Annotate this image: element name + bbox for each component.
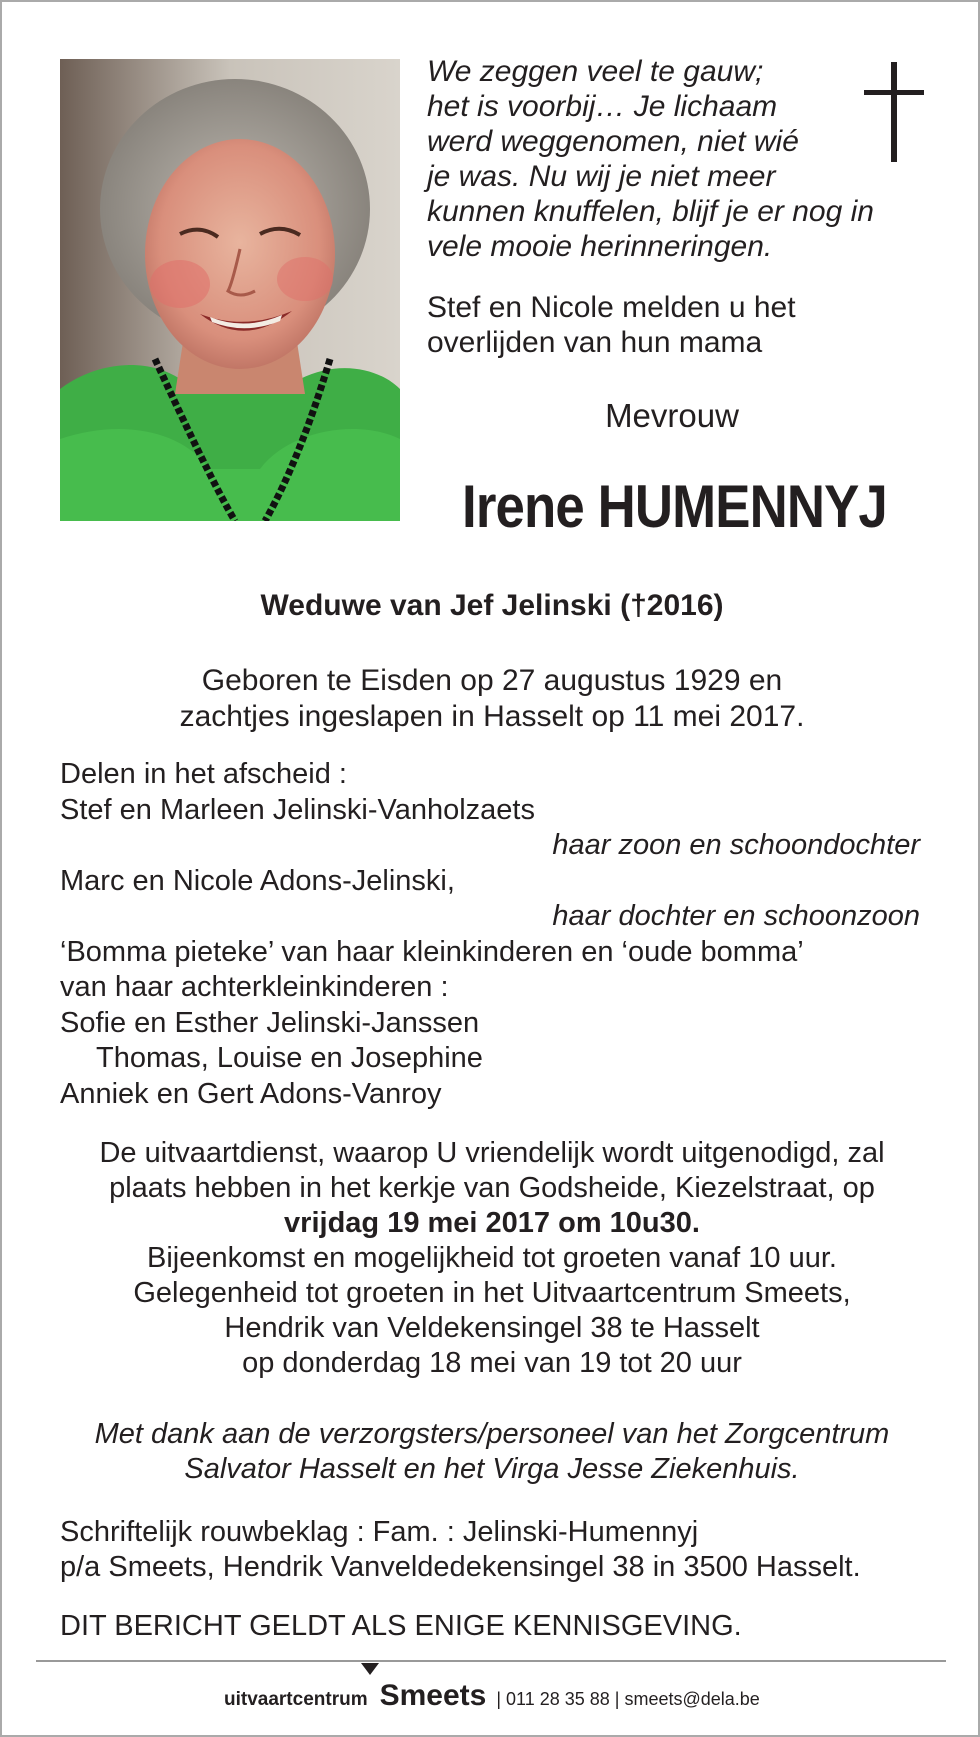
poem-line: We zeggen veel te gauw;: [427, 55, 764, 88]
service-date: vrijdag 19 mei 2017 om 10u30.: [284, 1207, 700, 1239]
footer-prefix: uitvaartcentrum: [224, 1689, 368, 1710]
great-grandchildren-line: van haar achterkleinkinderen :: [60, 971, 449, 1003]
footer: [224, 1679, 760, 1719]
family-daughter: Marc en Nicole Adons-Jelinski,: [60, 864, 455, 897]
deceased-name: Irene HUMENNYJ: [462, 473, 887, 540]
poem-line: vele mooie herinneringen.: [427, 230, 773, 263]
widow-line: Weduwe van Jef Jelinski (†2016): [260, 589, 724, 622]
footer-contact: | 011 28 35 88 | smeets@dela.be: [496, 1689, 760, 1709]
footer-divider: [36, 1660, 946, 1662]
memorial-poem: [427, 54, 897, 264]
family-daughter-relation: haar dochter en schoonzoon: [552, 900, 920, 932]
service-address: Hendrik van Veldekensingel 38 te Hasselt: [224, 1312, 760, 1344]
footer-brand: Smeets: [379, 1679, 487, 1712]
family-list: [60, 757, 920, 1112]
poem-line: kunnen knuffelen, blijf je er nog in: [427, 195, 874, 228]
official-notice: DIT BERICHT GELDT ALS ENIGE KENNISGEVING.: [60, 1610, 742, 1642]
grandchild-family: Anniek en Gert Adons-Vanroy: [60, 1077, 442, 1110]
condolence-line: Schriftelijk rouwbeklag : Fam. : Jelinski-Humennyj: [60, 1516, 699, 1548]
portrait-photo: [60, 59, 400, 521]
born-line: Geboren te Eisden op 27 augustus 1929 en: [201, 664, 783, 697]
announcement-line: overlijden van hun mama: [427, 326, 763, 359]
service-line: op donderdag 18 mei van 19 tot 20 uur: [242, 1347, 742, 1379]
funeral-service-info: [2, 1136, 980, 1381]
service-line: De uitvaartdienst, waarop U vriendelijk wordt uitgenodigd, zal: [99, 1137, 885, 1169]
cross-icon: [864, 62, 924, 162]
birth-death-info: [2, 663, 980, 735]
honorific: Mevrouw: [605, 397, 739, 434]
family-son: Stef en Marleen Jelinski-Vanholzaets: [60, 793, 535, 826]
announcement: [427, 290, 897, 360]
thanks-line: Met dank aan de verzorgsters/personeel van het Zorgcentrum: [94, 1418, 890, 1450]
poem-line: het is voorbij… Je lichaam: [427, 90, 778, 123]
grandchild-family: Sofie en Esther Jelinski-Janssen: [60, 1006, 480, 1039]
service-line: Gelegenheid tot groeten in het Uitvaartcentrum Smeets,: [133, 1277, 851, 1309]
great-grandchildren-names: Thomas, Louise en Josephine: [96, 1042, 483, 1074]
thanks-line: Salvator Hasselt en het Virga Jesse Ziekenhuis.: [184, 1453, 800, 1485]
portrait-illustration: [60, 59, 400, 521]
thanks-note: [2, 1417, 980, 1487]
grandchildren-line: ‘Bomma pieteke’ van haar kleinkinderen en ‘oude bomma’: [60, 935, 804, 968]
triangle-icon: [361, 1663, 379, 1675]
passed-line: zachtjes ingeslapen in Hasselt op 11 mei 2017.: [179, 700, 805, 733]
condolence-line: p/a Smeets, Hendrik Vanveldedekensingel 38 in 3500 Hasselt.: [60, 1551, 861, 1583]
poem-line: je was. Nu wij je niet meer: [427, 160, 776, 193]
family-intro: Delen in het afscheid :: [60, 758, 347, 790]
family-son-relation: haar zoon en schoondochter: [552, 829, 920, 861]
service-line: Bijeenkomst en mogelijkheid tot groeten vanaf 10 uur.: [147, 1242, 837, 1274]
service-line: plaats hebben in het kerkje van Godsheide, Kiezelstraat, op: [109, 1172, 875, 1204]
condolence-address: [60, 1515, 960, 1585]
poem-line: werd weggenomen, niet wié: [427, 125, 799, 158]
announcement-line: Stef en Nicole melden u het: [427, 291, 796, 324]
